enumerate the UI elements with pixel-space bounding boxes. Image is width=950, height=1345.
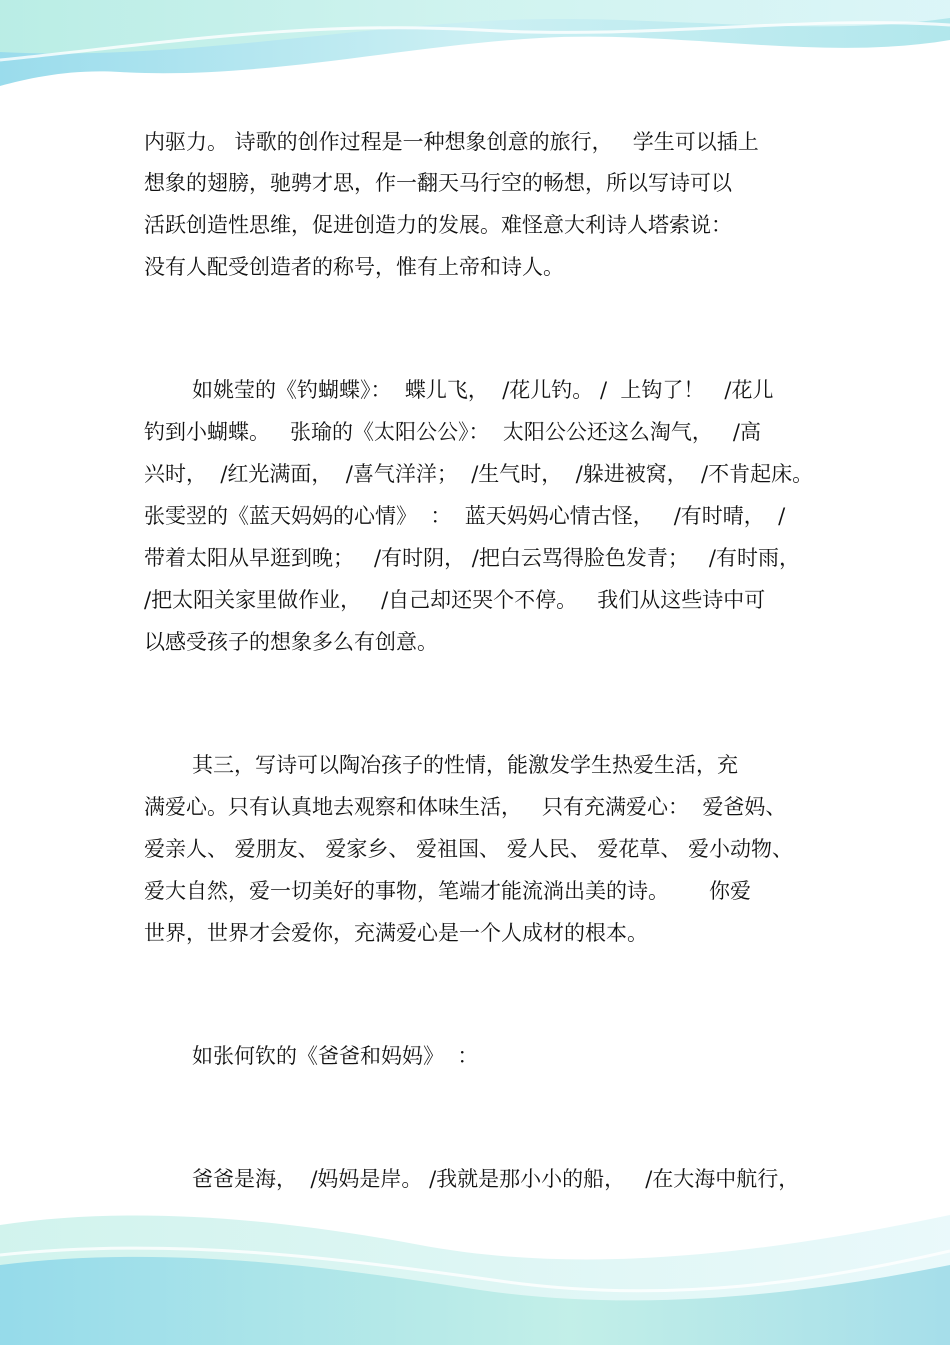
bottom-wave-decoration [0, 1185, 950, 1345]
text-line: 活跃创造性思维，促进创造力的发展。难怪意大利诗人塔索说： [144, 213, 732, 237]
text-line: 没有人配受创造者的称号，惟有上帝和诗人。 [144, 255, 564, 279]
text-line: 内驱力。 诗歌的创作过程是一种想象创意的旅行， 学生可以插上 [144, 130, 759, 154]
text-line: /把太阳关家里做作业， /自己却还哭个不停。 我们从这些诗中可 [144, 588, 766, 612]
text-line: 爱大自然，爱一切美好的事物，笔端才能流淌出美的诗。 你爱 [144, 879, 752, 903]
text-line: 如张何钦的《爸爸和妈妈》 ： [192, 1044, 479, 1068]
text-line: 如姚莹的《钓蝴蝶》： 蝶儿飞， /花儿钓。 / 上钩了！ /花儿 [192, 378, 774, 402]
text-line: 张雯翌的《蓝天妈妈的心情》 ： 蓝天妈妈心情古怪， /有时晴， / [144, 504, 786, 528]
text-line: 想象的翅膀，驰骋才思，作一翻天马行空的畅想，所以写诗可以 [144, 171, 732, 195]
text-line: 其三，写诗可以陶冶孩子的性情，能激发学生热爱生活，充 [192, 753, 738, 777]
text-line: 满爱心。只有认真地去观察和体味生活， 只有充满爱心： 爱爸妈、 [144, 795, 787, 819]
text-line: 以感受孩子的想象多么有创意。 [144, 630, 438, 654]
text-line: 兴时， /红光满面， /喜气洋洋； /生气时， /躲进被窝， /不肯起床。 [144, 462, 814, 486]
top-wave-decoration [0, 0, 950, 110]
text-line: 爸爸是海， /妈妈是岸。 /我就是那小小的船， /在大海中航行， [192, 1167, 800, 1191]
text-line: 钓到小蝴蝶。 张瑜的《太阳公公》： 太阳公公还这么淘气， /高 [144, 420, 761, 444]
text-line: 世界，世界才会爱你，充满爱心是一个人成材的根本。 [144, 921, 648, 945]
text-line: 带着太阳从早逛到晚； /有时阴， /把白云骂得脸色发青； /有时雨， [144, 546, 800, 570]
text-line: 爱亲人、 爱朋友、 爱家乡、 爱祖国、 爱人民、 爱花草、 爱小动物、 [144, 837, 794, 861]
